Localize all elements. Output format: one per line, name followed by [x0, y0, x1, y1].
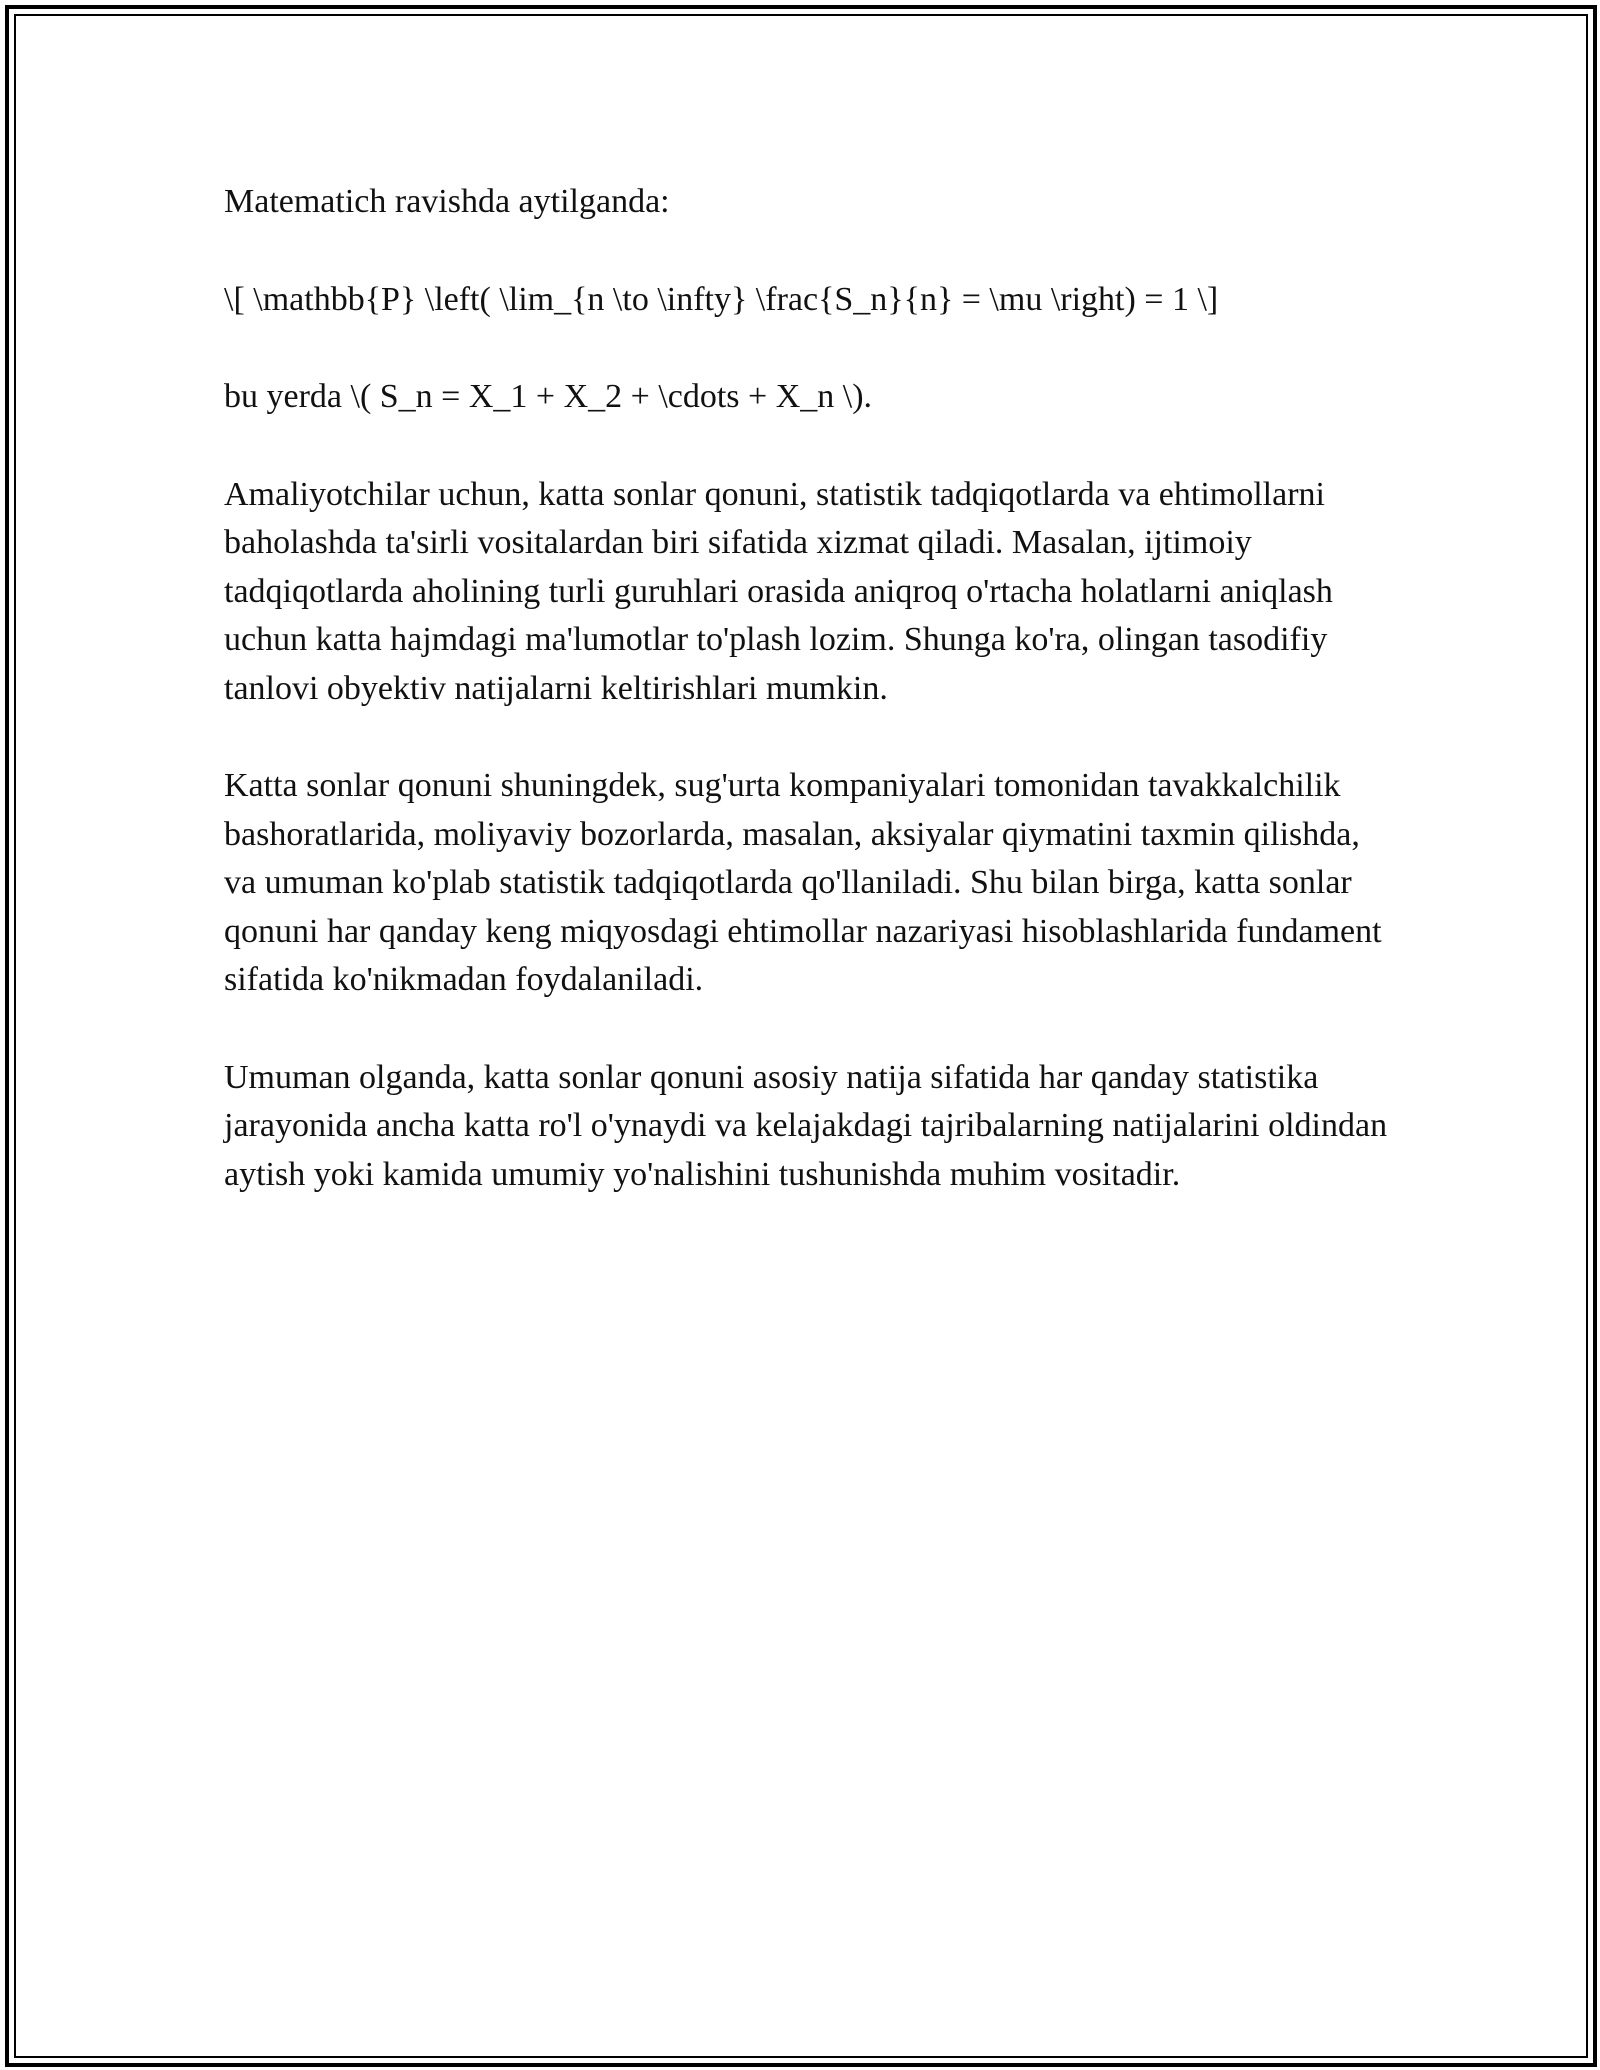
definition-line: bu yerda \( S_n = X_1 + X_2 + \cdots + X_n \). — [224, 378, 873, 415]
paragraph-applications: Katta sonlar qonuni shuningdek, sug'urta kompaniyalari tomonidan tavakkalchilik bashoratlarida, moliyaviy bozorlarda, masalan, aksiyalar qiymatini taxmin qilishda, va umuman ko'plab statistik tadqiqotlarda qo'llaniladi. Shu bilan birga, katta sonlar qonuni har qanday keng miqyosdagi ehtimollar nazariyasi hisoblashlarida fundament sifatida ko'nikmadan foydalaniladi. — [224, 767, 1382, 998]
paragraph-conclusion: Umuman olganda, katta sonlar qonuni asosiy natija sifatida har qanday statistika jarayonida ancha katta ro'l o'ynaydi va kelajakdagi tajribalarning natijalarini oldindan aytish yoki kamida umumiy yo'nalishini tushunishda muhim vositadir. — [224, 1058, 1388, 1193]
formula-line: \[ \mathbb{P} \left( \lim_{n \to \infty} \frac{S_n}{n} = \mu \right) = 1 \] — [224, 280, 1219, 318]
document-body — [224, 178, 1394, 1248]
intro-line: Matematich ravishda aytilganda: — [224, 183, 670, 220]
paragraph-practitioners: Amaliyotchilar uchun, katta sonlar qonuni, statistik tadqiqotlarda va ehtimollarni baholashda ta'sirli vositalardan biri sifatida xizmat qiladi. Masalan, ijtimoiy tadqiqotlarda aholining turli guruhlari orasida aniqroq o'rtacha holatlarni aniqlash uchun katta hajmdagi ma'lumotlar to'plash lozim. Shunga ko'ra, olingan tasodifiy tanlovi obyektiv natijalarni keltirishlari mumkin. — [224, 475, 1333, 707]
